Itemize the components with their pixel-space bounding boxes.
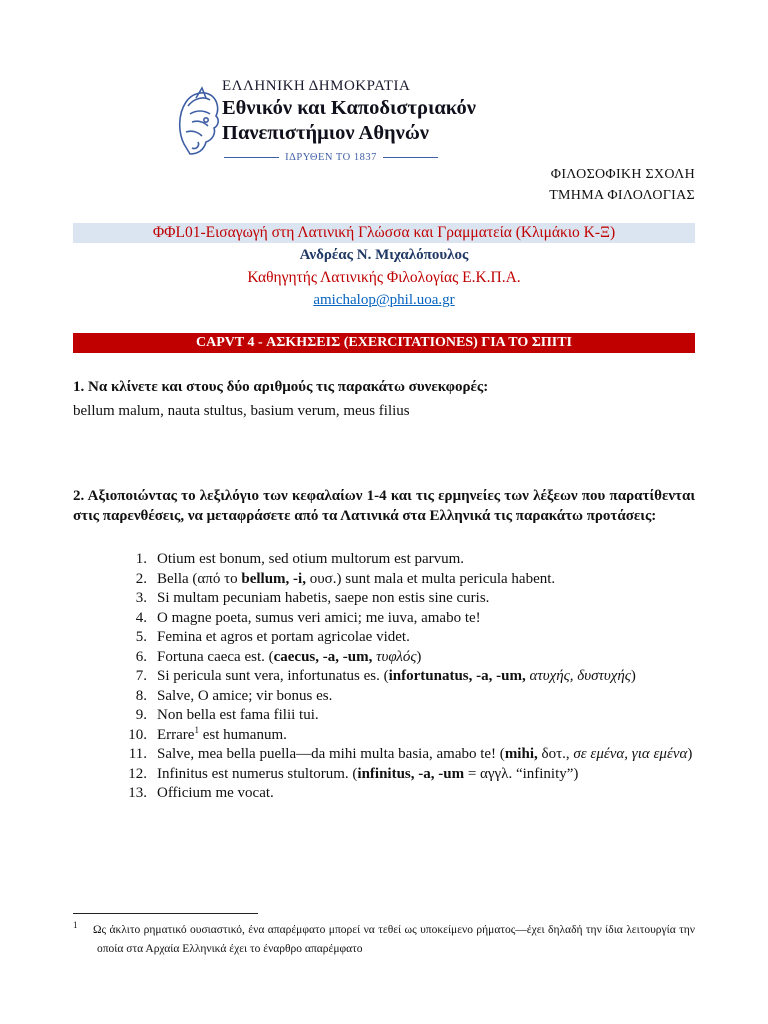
footnote-text: Ως άκλιτο ρηματικό ουσιαστικό, ένα απαρέμφατο μπορεί να τεθεί ως υποκείμενο ρήματος—έχει δηλαδή την ίδια λειτουργία την οποία στα Αρχαία Ελληνικά έχει το έναρθρο απαρέμφατο	[93, 924, 695, 955]
item-number: 11.	[128, 746, 147, 762]
founded-row	[224, 150, 438, 164]
footnote-mark: 1	[73, 920, 78, 931]
founded-rule-right	[383, 157, 438, 158]
list-item	[73, 667, 698, 687]
email-link[interactable]: amichalop@phil.uoa.gr	[313, 292, 455, 308]
footnote-ref[interactable]: 1	[194, 724, 199, 735]
footnote-divider	[73, 913, 258, 914]
list-item	[73, 745, 698, 765]
item-text: Fortuna caeca est. (caecus, -a, -um, τυφλός)	[157, 648, 422, 665]
item-number: 2.	[135, 570, 147, 587]
item-number: 13.	[128, 785, 147, 801]
item-text: Si multam pecuniam habetis, saepe non estis sine curis.	[157, 590, 490, 606]
list-item	[73, 687, 698, 707]
university-logo	[176, 84, 222, 160]
item-number: 3.	[135, 590, 147, 606]
section-title: CAPVT 4 - ΑΣΚΗΣΕΙΣ (EXERCITATIONES) ΓΙΑ ΤΟ ΣΠΙΤΙ	[195, 335, 573, 350]
faculty-name: ΦΙΛΟΣΟΦΙΚΗ ΣΧΟΛΗ	[550, 167, 695, 182]
exercise2-list	[73, 550, 698, 804]
item-text: Si pericula sunt vera, infortunatus es. (infortunatus, -a, -um, ατυχής, δυστυχής)	[157, 668, 636, 684]
founded-rule-left	[224, 157, 279, 158]
item-text: O magne poeta, sumus veri amici; me iuva, amabo te!	[157, 609, 481, 626]
list-item	[73, 784, 698, 804]
list-item	[73, 609, 698, 629]
item-text: Bella (από το bellum, -i, ουσ.) sunt mala et multa pericula habent.	[157, 570, 556, 587]
item-text: Otium est bonum, sed otium multorum est parvum.	[157, 551, 465, 567]
exercise1-heading: 1. Να κλίνετε και στους δύο αριθμούς τις παρακάτω συνεκφορές:	[73, 379, 489, 395]
list-item	[73, 589, 698, 609]
item-number: 9.	[135, 707, 147, 723]
athena-head-seal-icon	[176, 84, 222, 160]
item-number: 4.	[135, 609, 147, 626]
item-number: 1.	[135, 551, 147, 567]
item-text: Salve, mea bella puella—da mihi multa basia, amabo te! (mihi, δοτ., σε εμένα, για εμένα)	[157, 746, 693, 762]
list-item	[73, 765, 698, 785]
course-title: ΦΦL01-Εισαγωγή στη Λατινική Γλώσσα και Γραμματεία (Κλιμάκιο Κ-Ξ)	[152, 224, 616, 241]
list-item	[73, 726, 698, 746]
university-name-line2: Πανεπιστήμιον Αθηνών	[222, 122, 429, 144]
professor-title: Καθηγητής Λατινικής Φιλολογίας Ε.Κ.Π.Α.	[247, 269, 521, 286]
item-text: Infinitus est numerus stultorum. (infinitus, -a, -um = αγγλ. “infinity”)	[157, 765, 579, 782]
professor-name: Ανδρέας Ν. Μιχαλόπουλος	[299, 247, 469, 263]
university-name-line1: Εθνικόν και Καποδιστριακόν	[222, 97, 476, 119]
exercise1-text: bellum malum, nauta stultus, basium verum, meus filius	[73, 403, 410, 419]
list-item	[73, 628, 698, 648]
list-item	[73, 570, 698, 590]
footnote	[73, 921, 695, 959]
item-number: 12.	[128, 765, 147, 782]
country-name: ΕΛΛΗΝΙΚΗ ΔΗΜΟΚΡΑΤΙΑ	[222, 78, 411, 94]
list-item	[73, 648, 698, 668]
email-line	[73, 290, 695, 310]
item-text: Errare$^1$ est humanum.	[157, 724, 287, 743]
founded-text: ΙΔΡΥΘΕΝ ΤΟ 1837	[285, 151, 377, 163]
item-number: 8.	[135, 687, 147, 704]
exercise2-heading: 2. Αξιοποιώντας το λεξιλόγιο των κεφαλαίων 1-4 και τις ερμηνείες των λέξεων που παρατίθενται στις παρενθέσεις, να μεταφράσετε από τα Λατινικά στα Ελληνικά τις παρακάτω προτάσεις:	[73, 488, 695, 524]
item-text: Femina et agros et portam agricolae videt.	[157, 629, 410, 645]
item-text: Non bella est fama filii tui.	[157, 707, 319, 723]
item-number: 7.	[135, 668, 147, 684]
item-number: 5.	[135, 629, 147, 645]
item-text: Officium me vocat.	[157, 785, 274, 801]
department-name: ΤΜΗΜΑ ΦΙΛΟΛΟΓΙΑΣ	[549, 188, 695, 203]
item-text: Salve, O amice; vir bonus es.	[157, 687, 333, 704]
list-item	[73, 706, 698, 726]
item-number: 10.	[128, 726, 147, 743]
item-number: 6.	[135, 648, 147, 665]
list-item	[73, 550, 698, 570]
faculty-block	[549, 164, 695, 206]
